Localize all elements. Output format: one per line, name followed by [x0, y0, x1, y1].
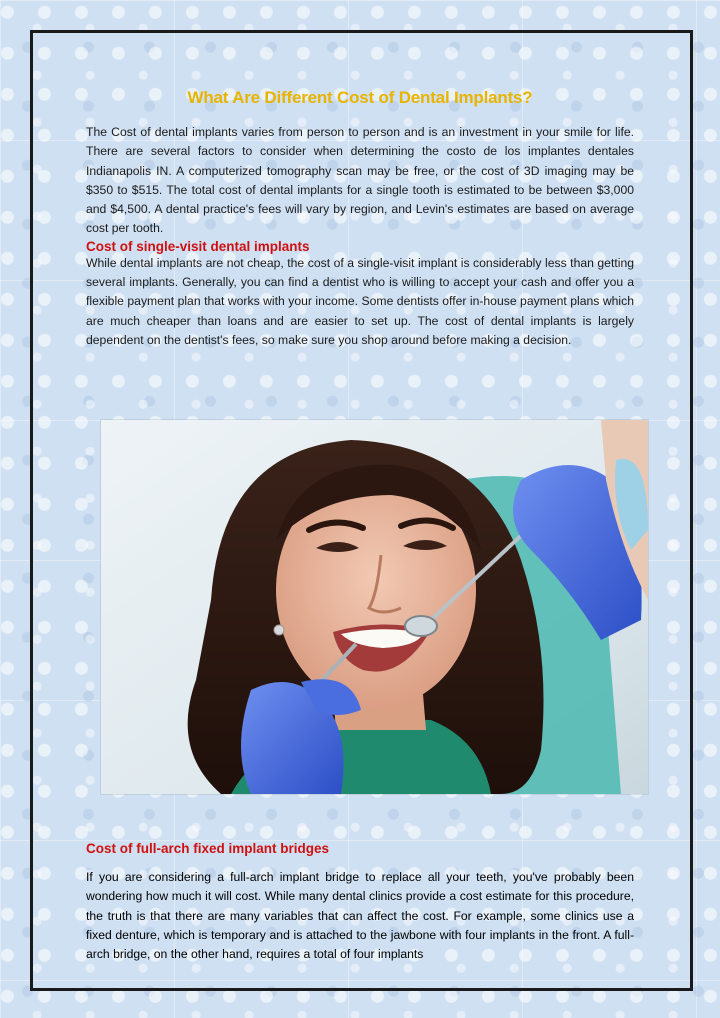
document-body	[86, 88, 634, 350]
full-arch-section	[86, 841, 634, 964]
section-heading-full-arch: Cost of full-arch fixed implant bridges	[86, 841, 330, 856]
section-heading-single-visit: Cost of single-visit dental implants	[86, 238, 310, 254]
single-visit-paragraph: While dental implants are not cheap, the cost of a single-visit implant is considerably less than getting several implants. Generally, you can find a dentist who is willing to accept your cash and offer you a flexible payment plan that works with your income. Some dentists offer in-house payment plans which are much cheaper than loans and are easier to set up. The cost of dental implants is largely dependent on the dentist's fees, so make sure you shop around before making a decision.	[86, 255, 634, 347]
page-title: What Are Different Cost of Dental Implants?	[187, 88, 533, 107]
dental-patient-photo	[101, 420, 648, 794]
full-arch-paragraph: If you are considering a full-arch implant bridge to replace all your teeth, you've probably been wondering how much it will cost. While many dental clinics provide a cost estimate for this procedure, the truth is that there are many variables that can affect the cost. For example, some clinics use a fixed denture, which is temporary and is attached to the jawbone with four implants in the front. A full-arch bridge, on the other hand, requires a total of four implants	[86, 870, 634, 962]
intro-paragraph: The Cost of dental implants varies from person to person and is an investment in your smile for life. There are several factors to consider when determining the costo de los implantes dentales Indianapolis IN. A computerized tomography scan may be free, or the cost of 3D imaging may be $350 to $515. The total cost of dental implants for a single tooth is estimated to be between $3,000 and $4,500. A dental practice's fees will vary by region, and Levin's estimates are based on average cost per tooth.	[86, 125, 634, 236]
